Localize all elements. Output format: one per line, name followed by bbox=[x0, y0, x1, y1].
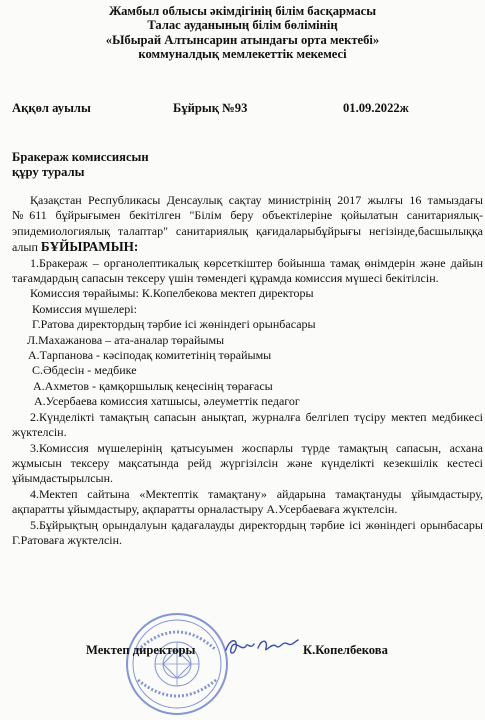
letterhead bbox=[0, 4, 485, 61]
subject-line-1: Бракераж комиссиясын bbox=[12, 150, 149, 164]
letterhead-line-1: Жамбыл облысы әкімдігінің білім басқармасы bbox=[108, 4, 377, 18]
item-2: 2.Күнделікті тамақтың сапасын анықтап, журналға белгілеп түсіру мектеп медбикесі жүктелсін. bbox=[12, 409, 483, 440]
item-4: 4.Мектеп сайтына «Мектептік тамақтану» айдарына тамақтануды ұйымдастыру, ақпаратты ұйымдастыру, ақпаратты орналастыру А.Усербаеваға жүктелсін. bbox=[12, 486, 483, 517]
item-3: 3.Комиссия мүшелерінің қатысуымен жоспарлы түрде тамақтың сапасын, асхана жұмысын тексеру мақсатында рейд жүргізілсін және күнделікті кезекшілік кестесі ұйымдастырылсын. bbox=[12, 440, 483, 486]
member-6: А.Усербаева комиссия хатшысы, әлеуметтік педагог bbox=[34, 394, 300, 409]
signatory-name: К.Копелбекова bbox=[303, 643, 388, 657]
item-1: 1.Бракераж – органолептикалық көрсеткіштер бойынша тамақ өнімдерін және дайын тағамдардың сапасын тексеру үшін төмендегі құрамда комиссия мүшесі бекітілсін. bbox=[12, 255, 483, 286]
official-stamp-icon bbox=[122, 612, 232, 716]
order-body bbox=[12, 193, 483, 548]
commission-chair: Комиссия төрайымы: К.Копелбекова мектеп директоры bbox=[30, 286, 314, 301]
intro-text: Қазақстан Республикасы Денсаулық сақтау министрінің 2017 жылғы 16 тамыздағы №611 бұйрығымен бекітілген "Білім беру объектілеріне қойылатын санитариялық-эпидемиологиялық талаптар" санитариялық қағидаларыбұйрығы негізінде,басшылыққа алып bbox=[12, 193, 483, 255]
members-label: Комиссия мүшелері: bbox=[32, 301, 137, 316]
order-number: Бұйрық №93 bbox=[173, 101, 248, 115]
place-name: Аққөл ауылы bbox=[12, 101, 91, 115]
intro-paragraph bbox=[12, 193, 483, 256]
handwritten-signature-icon bbox=[222, 632, 300, 662]
letterhead-line-4: коммуналдық мемлекеттік мекемесі bbox=[138, 46, 347, 61]
decree-word: БҰЙЫРАМЫН: bbox=[40, 239, 139, 255]
subject-line-2: құру туралы bbox=[12, 165, 85, 179]
order-date: 01.09.2022ж bbox=[343, 101, 409, 115]
member-1: Г.Ратова директордың тәрбие ісі жөніндегі орынбасары bbox=[32, 317, 316, 332]
member-3: А.Тарпанова - кәсіподақ комитетінің төрайымы bbox=[28, 348, 272, 363]
letterhead-line-3: «Ыбырай Алтынсарин атындағы орта мектебі» bbox=[105, 32, 380, 47]
member-5: А.Ахметов - қамқоршылық кеңесінің төрағасы bbox=[33, 378, 273, 393]
letterhead-line-2: Талас ауданының білім бөлімінің bbox=[147, 18, 338, 33]
signature-title: Мектеп директоры bbox=[86, 643, 196, 657]
item-5: 5.Бұйрықтың орындалуын қадағалауды директордың тәрбие ісі жөніндегі орынбасары Г.Ратоваға жүктелсін. bbox=[12, 517, 483, 547]
member-4: С.Әбдесін - медбике bbox=[32, 363, 137, 378]
member-2: Л.Махажанова – ата-аналар төрайымы bbox=[27, 332, 225, 347]
order-subject bbox=[12, 150, 149, 180]
